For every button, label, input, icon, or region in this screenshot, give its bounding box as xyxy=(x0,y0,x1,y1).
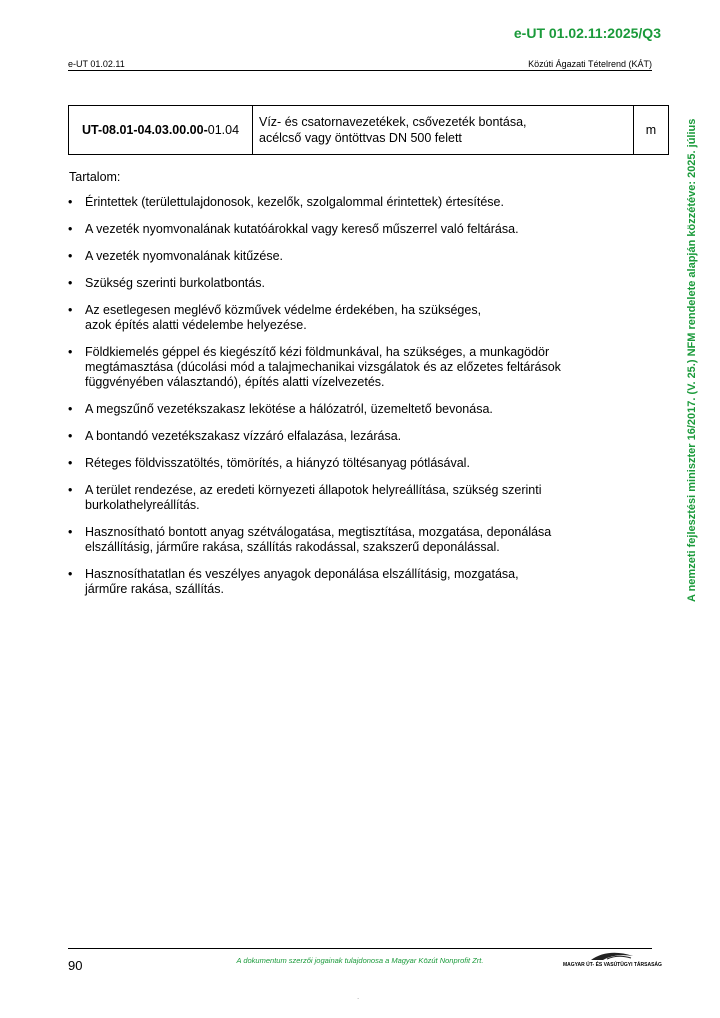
contents-label: Tartalom: xyxy=(69,170,121,184)
item-table xyxy=(68,105,669,155)
list-item-line: elszállításig, járműre rakása, szállítás rakodással, szakszerű deponálással. xyxy=(85,540,500,554)
list-item-line: • A vezeték nyomvonalának kutatóárokkal vagy kereső műszerrel való feltárása. xyxy=(85,222,519,236)
list-item xyxy=(68,456,628,471)
list-item-line: • Az esetlegesen meglévő közművek védelme érdekében, ha szükséges, xyxy=(85,303,482,317)
page-number: 90 xyxy=(68,958,83,973)
list-item xyxy=(68,195,628,210)
list-item-line: • A bontandó vezetékszakasz vízzáró elfalazása, lezárása. xyxy=(85,429,402,443)
list-item xyxy=(68,276,628,291)
list-item-line: járműre rakása, szállítás. xyxy=(85,582,224,596)
list-item xyxy=(68,483,628,513)
list-item-line: függvényében választandó), építés alatti vízelvezetés. xyxy=(85,375,385,389)
item-description xyxy=(253,106,634,155)
list-item xyxy=(68,249,628,264)
list-item xyxy=(68,402,628,417)
list-item-line: • A vezeték nyomvonalának kitűzése. xyxy=(85,249,284,263)
item-code-suffix: 01.04 xyxy=(207,123,240,137)
header-left: e-UT 01.02.11 xyxy=(68,59,125,69)
list-item-line: megtámasztása (dúcolási mód a talajmechanikai vizsgálatok és az előzetes feltárások xyxy=(85,360,561,374)
list-item xyxy=(68,303,628,333)
list-item xyxy=(68,567,628,597)
list-item xyxy=(68,222,628,237)
list-item xyxy=(68,429,628,444)
footer-divider xyxy=(68,948,652,949)
item-code xyxy=(69,106,253,155)
list-item-line: • Földkiemelés géppel és kiegészítő kézi földmunkával, ha szükséges, a munkagödör xyxy=(85,345,550,359)
copyright-notice: A dokumentum szerzői jogainak tulajdonosa a Magyar Közút Nonprofit Zrt. xyxy=(236,956,484,965)
footer-dot: . xyxy=(357,992,360,1001)
header-divider xyxy=(68,70,652,71)
company-logo-icon xyxy=(563,950,653,972)
list-item xyxy=(68,525,628,555)
list-item-line: • A terület rendezése, az eredeti környezeti állapotok helyreállítása, szükség szerinti xyxy=(85,483,542,497)
list-item-line: • Hasznosítható bontott anyag szétválogatása, megtisztítása, mozgatása, deponálása xyxy=(85,525,552,539)
list-item-line: • Szükség szerinti burkolatbontás. xyxy=(85,276,265,290)
item-unit: m xyxy=(634,106,669,155)
publication-note: A nemzeti fejlesztési miniszter 16/2017. (V. 25.) NFM rendelete alapján közzétéve: 2025. július xyxy=(686,118,698,602)
item-row xyxy=(69,106,669,155)
list-item-line: • Érintettek (területtulajdonosok, kezelők, szolgalommal érintettek) értesítése. xyxy=(85,195,504,209)
contents-list xyxy=(68,195,628,609)
item-code-main: UT-08.01-04.03.00.00- xyxy=(81,123,208,137)
list-item-line: burkolathelyreállítás. xyxy=(85,498,200,512)
list-item xyxy=(68,345,628,390)
list-item-line: • A megszűnő vezetékszakasz lekötése a hálózatról, üzemeltető bevonása. xyxy=(85,402,493,416)
item-description-line: Víz- és csatornavezetékek, csővezeték bontása, xyxy=(259,115,527,129)
list-item-line: azok építés alatti védelembe helyezése. xyxy=(85,318,307,332)
item-description-line: acélcső vagy öntöttvas DN 500 felett xyxy=(259,131,462,145)
document-code: e-UT 01.02.11:2025/Q3 xyxy=(513,25,661,41)
list-item-line: • Hasznosíthatatlan és veszélyes anyagok deponálása elszállításig, mozgatása, xyxy=(85,567,519,581)
header-right: Közúti Ágazati Tételrend (KÁT) xyxy=(528,59,652,69)
logo-text: MAGYAR ÚT- ÉS VASÚTÜGYI TÁRSASÁG xyxy=(563,962,662,968)
list-item-line: • Réteges földvisszatöltés, tömörítés, a hiányzó töltésanyag pótlásával. xyxy=(85,456,470,470)
